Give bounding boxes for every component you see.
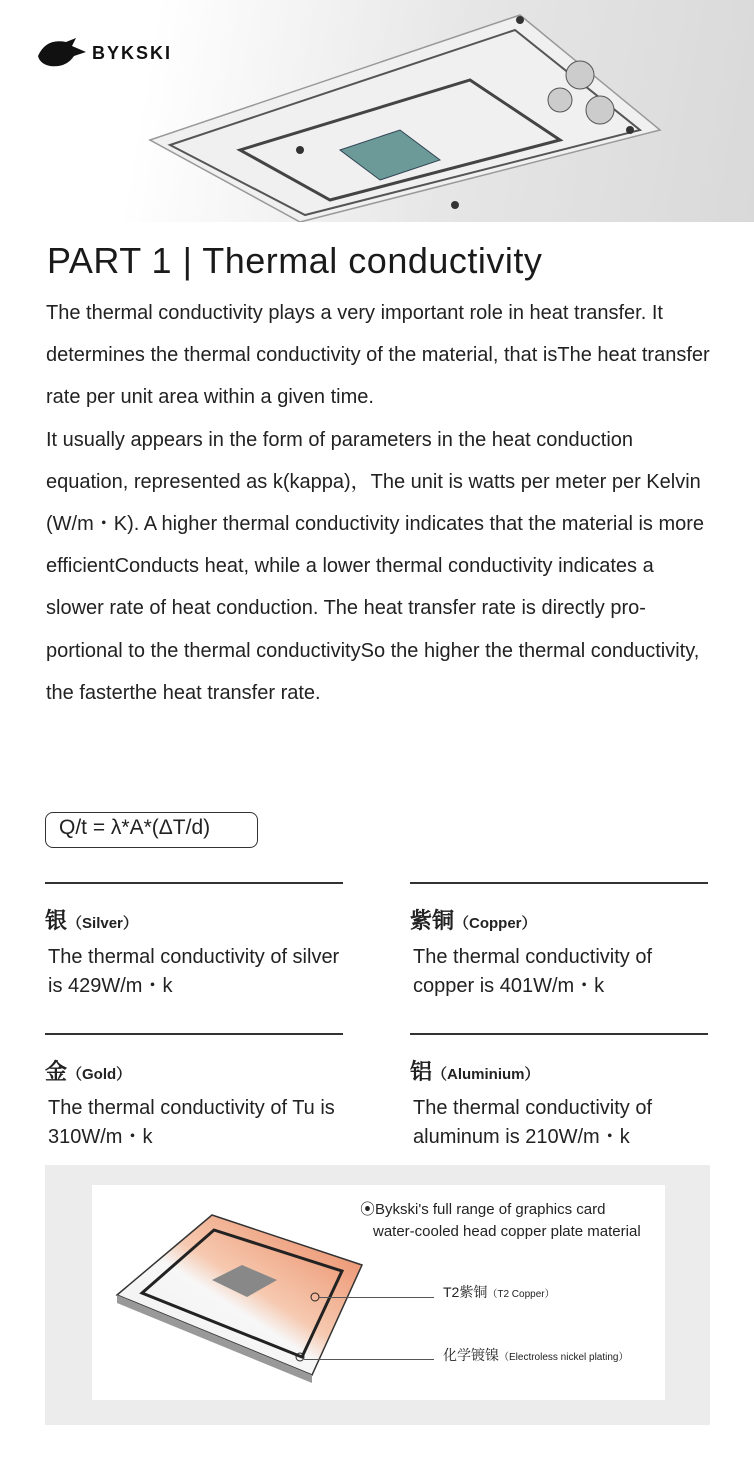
material-en: （Gold） xyxy=(67,1066,132,1083)
material-copper xyxy=(410,882,708,1001)
label-nickel-plating xyxy=(443,1345,629,1365)
material-cn: 金 xyxy=(45,1059,68,1084)
material-aluminium xyxy=(410,1033,708,1152)
material-en: （Copper） xyxy=(454,915,537,932)
material-text: The thermal conductivity of Tu is 310W/m・k xyxy=(48,1097,335,1148)
hero-product-image xyxy=(0,0,754,222)
label-en: （Electroless nickel plating） xyxy=(499,1352,629,1363)
label-cn: 化学镀镍 xyxy=(443,1347,499,1363)
page-title: PART 1 | Thermal conductivity xyxy=(47,240,543,281)
paragraph: It usually appears in the form of parameters in the heat conduction equation, represented as k(kappa)，The unit is watts per meter per Kelvin (W/m・K). A higher thermal conductivity indicates that the material is more efficientConducts heat, while a lower thermal conductivity indicates a slower rate of heat conduction. The heat transfer rate is directly pro-portional to the thermal conductivitySo the higher the thermal conductivity, the fasterthe heat transfer rate. xyxy=(46,428,705,704)
copper-plate-panel xyxy=(45,1165,710,1425)
note-line: ⦿Bykski's full range of graphics card xyxy=(360,1201,606,1218)
label-cn: T2紫铜 xyxy=(443,1284,488,1300)
material-gold xyxy=(45,1033,343,1152)
material-en: （Silver） xyxy=(67,915,138,932)
paragraph: The thermal conductivity plays a very important role in heat transfer. It determines the thermal conductivity of the material, that isThe heat transfer rate per unit area within a given time. xyxy=(46,302,710,409)
material-cn: 银 xyxy=(45,908,68,933)
material-cn: 紫铜 xyxy=(410,908,455,933)
label-en: （T2 Copper） xyxy=(487,1289,555,1300)
diagram-note xyxy=(360,1199,641,1243)
dragon-icon xyxy=(36,36,88,70)
material-text: The thermal conductivity of aluminum is 210W/m・k xyxy=(413,1097,652,1148)
gpu-waterblock-illustration xyxy=(0,0,754,222)
diagram-card xyxy=(92,1185,665,1400)
label-t2-copper xyxy=(443,1282,555,1302)
material-silver xyxy=(45,882,343,1001)
material-text: The thermal conductivity of silver is 429W/m・k xyxy=(48,946,340,997)
material-cn: 铝 xyxy=(410,1059,433,1084)
material-en: （Aluminium） xyxy=(432,1066,540,1083)
bykski-logo: BYKSKI xyxy=(36,36,172,70)
note-line: water-cooled head copper plate material xyxy=(373,1223,641,1240)
formula-box: Q/t = λ*A*(ΔT/d) xyxy=(45,812,258,848)
material-text: The thermal conductivity of copper is 401W/m・k xyxy=(413,946,652,997)
description xyxy=(46,292,716,714)
